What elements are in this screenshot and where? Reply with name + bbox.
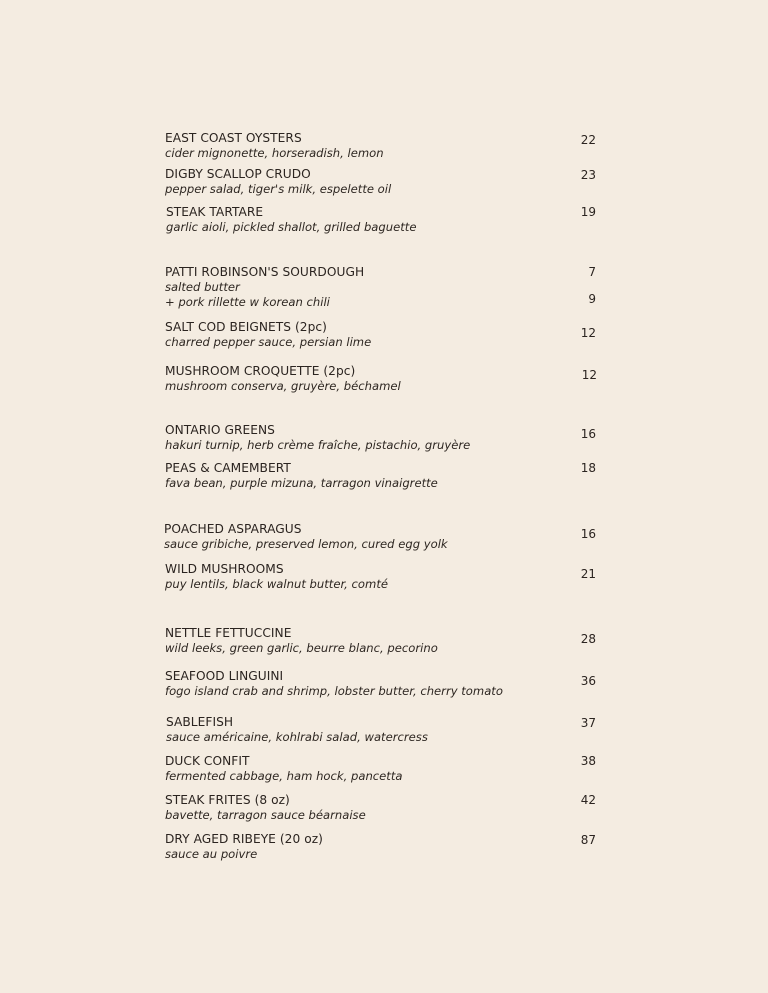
item-description: wild leeks, green garlic, beurre blanc, pecorino [165, 641, 438, 655]
item-name: ONTARIO GREENS [165, 423, 275, 437]
item-description: fava bean, purple mizuna, tarragon vinaigrette [165, 476, 438, 490]
item-price: 16 [580, 527, 596, 541]
menu-item-wild-mushrooms [165, 562, 600, 596]
item-description: hakuri turnip, herb crème fraîche, pistachio, gruyère [165, 438, 471, 452]
menu-item-steak-frites [165, 793, 600, 827]
menu-item-poached-asparagus [164, 522, 599, 556]
item-description: bavette, tarragon sauce béarnaise [165, 808, 366, 822]
item-name: PATTI ROBINSON'S SOURDOUGH [165, 265, 365, 279]
item-description: charred pepper sauce, persian lime [165, 335, 372, 349]
item-description: salted butter [165, 280, 240, 294]
menu-item-mushroom-croquette [165, 364, 600, 398]
item-description: fogo island crab and shrimp, lobster butter, cherry tomato [165, 684, 503, 698]
item-description: mushroom conserva, gruyère, béchamel [165, 379, 401, 393]
item-name: DUCK CONFIT [165, 754, 250, 768]
item-addon-price: 9 [588, 292, 596, 306]
menu-item-duck-confit [165, 754, 600, 788]
item-price: 7 [588, 265, 596, 279]
item-description: sauce au poivre [165, 847, 258, 861]
item-name: WILD MUSHROOMS [165, 562, 284, 576]
item-price: 21 [580, 567, 596, 581]
item-description: puy lentils, black walnut butter, comté [165, 577, 388, 591]
menu-item-steak-tartare [166, 205, 601, 239]
item-price: 87 [580, 833, 596, 847]
menu-item-salt-cod-beignets [165, 320, 600, 354]
item-description: pepper salad, tiger's milk, espelette oil [165, 182, 392, 196]
menu-item-dry-aged-ribeye [165, 832, 600, 866]
item-name: EAST COAST OYSTERS [165, 131, 302, 145]
item-name: POACHED ASPARAGUS [164, 522, 302, 536]
item-name: DRY AGED RIBEYE (20 oz) [165, 832, 323, 846]
item-addon-description: + pork rillette w korean chili [165, 295, 330, 309]
item-name: SABLEFISH [166, 715, 234, 729]
item-name: SALT COD BEIGNETS (2pc) [165, 320, 327, 334]
item-price: 19 [580, 205, 596, 219]
item-price: 12 [581, 368, 597, 382]
item-price: 16 [580, 427, 596, 441]
item-price: 37 [580, 716, 596, 730]
menu-item-nettle-fettuccine [165, 626, 600, 660]
item-price: 28 [580, 632, 596, 646]
item-price: 36 [580, 674, 596, 688]
menu-item-digby-scallop-crudo [165, 167, 600, 201]
item-price: 18 [580, 461, 596, 475]
item-name: DIGBY SCALLOP CRUDO [165, 167, 311, 181]
item-name: PEAS & CAMEMBERT [165, 461, 291, 475]
item-description: sauce gribiche, preserved lemon, cured egg yolk [164, 537, 448, 551]
item-price: 23 [580, 168, 596, 182]
item-description: garlic aioli, pickled shallot, grilled baguette [166, 220, 417, 234]
menu-item-ontario-greens [165, 423, 600, 457]
item-name: SEAFOOD LINGUINI [165, 669, 284, 683]
item-description: fermented cabbage, ham hock, pancetta [165, 769, 403, 783]
item-name: NETTLE FETTUCCINE [165, 626, 292, 640]
menu-item-east-coast-oysters [165, 131, 600, 165]
item-name: STEAK TARTARE [166, 205, 264, 219]
item-price: 38 [580, 754, 596, 768]
item-price: 42 [580, 793, 596, 807]
item-description: sauce américaine, kohlrabi salad, watercress [166, 730, 428, 744]
item-price: 22 [580, 133, 596, 147]
item-name: STEAK FRITES (8 oz) [165, 793, 290, 807]
menu-item-sablefish [166, 715, 601, 749]
menu-item-sourdough [165, 265, 600, 313]
item-name: MUSHROOM CROQUETTE (2pc) [165, 364, 356, 378]
menu-item-peas-camembert [165, 461, 600, 495]
item-price: 12 [580, 326, 596, 340]
menu-item-seafood-linguini [165, 669, 600, 703]
item-description: cider mignonette, horseradish, lemon [165, 146, 384, 160]
